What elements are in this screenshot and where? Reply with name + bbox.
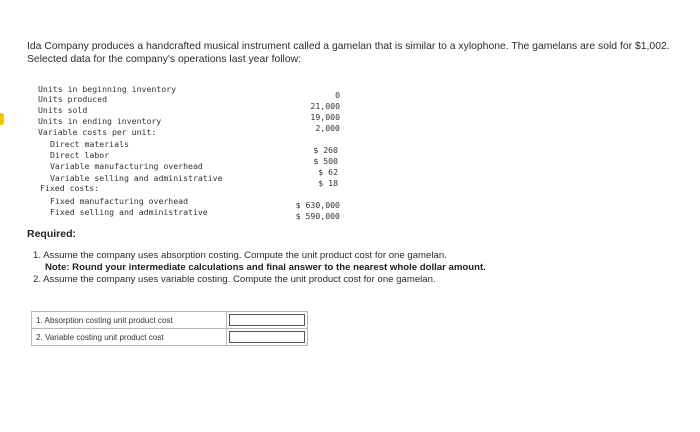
- table-row: [32, 312, 308, 329]
- variable-cost-cell: [227, 329, 308, 346]
- units-beginning-value: 0: [335, 90, 340, 100]
- direct-labor-value: $ 500: [313, 156, 338, 166]
- units-beginning-label: Units in beginning inventory: [38, 84, 177, 94]
- fixed-costs-label: Fixed costs:: [40, 183, 100, 193]
- table-row: [32, 329, 308, 346]
- rounding-note: Note: Round your intermediate calculations and final answer to the nearest whole dollar amount.: [45, 262, 486, 273]
- absorption-cost-cell: [227, 312, 308, 329]
- units-sold-label: Units sold: [38, 105, 88, 115]
- fixed-mfg-overhead-label: Fixed manufacturing overhead: [50, 196, 189, 206]
- fixed-mfg-overhead-value: $ 630,000: [295, 200, 340, 210]
- direct-labor-label: Direct labor: [50, 150, 110, 160]
- absorption-cost-input[interactable]: [229, 314, 305, 326]
- fixed-selling-value: $ 590,000: [295, 211, 340, 221]
- fixed-selling-label: Fixed selling and administrative: [50, 207, 208, 217]
- absorption-cost-label: 1. Absorption costing unit product cost: [32, 312, 227, 329]
- required-item-1: 1. Assume the company uses absorption costing. Compute the unit product cost for one gamelan.: [33, 250, 447, 261]
- required-heading: Required:: [27, 228, 77, 240]
- units-produced-value: 21,000: [310, 101, 340, 111]
- required-item-2: 2. Assume the company uses variable costing. Compute the unit product cost for one gamelan.: [33, 274, 436, 285]
- units-sold-value: 19,000: [310, 112, 340, 122]
- variable-cost-label: 2. Variable costing unit product cost: [32, 329, 227, 346]
- problem-intro: Ida Company produces a handcrafted musical instrument called a gamelan that is similar to a xylophone. The gamelans are sold for $1,002. Selected data for the company's operations last year follow:: [27, 41, 670, 65]
- variable-mfg-overhead-value: $ 62: [318, 167, 338, 177]
- direct-materials-value: $ 260: [313, 145, 338, 155]
- variable-selling-value: $ 18: [318, 178, 338, 188]
- units-ending-label: Units in ending inventory: [38, 116, 162, 126]
- variable-cost-input[interactable]: [229, 331, 305, 343]
- units-produced-label: Units produced: [38, 94, 108, 104]
- answer-table: [31, 311, 308, 346]
- variable-costs-label: Variable costs per unit:: [38, 127, 157, 137]
- direct-materials-label: Direct materials: [50, 139, 129, 149]
- variable-selling-label: Variable selling and administrative: [50, 173, 223, 183]
- variable-mfg-overhead-label: Variable manufacturing overhead: [50, 161, 203, 171]
- required-list: [33, 250, 673, 286]
- units-ending-value: 2,000: [315, 123, 340, 133]
